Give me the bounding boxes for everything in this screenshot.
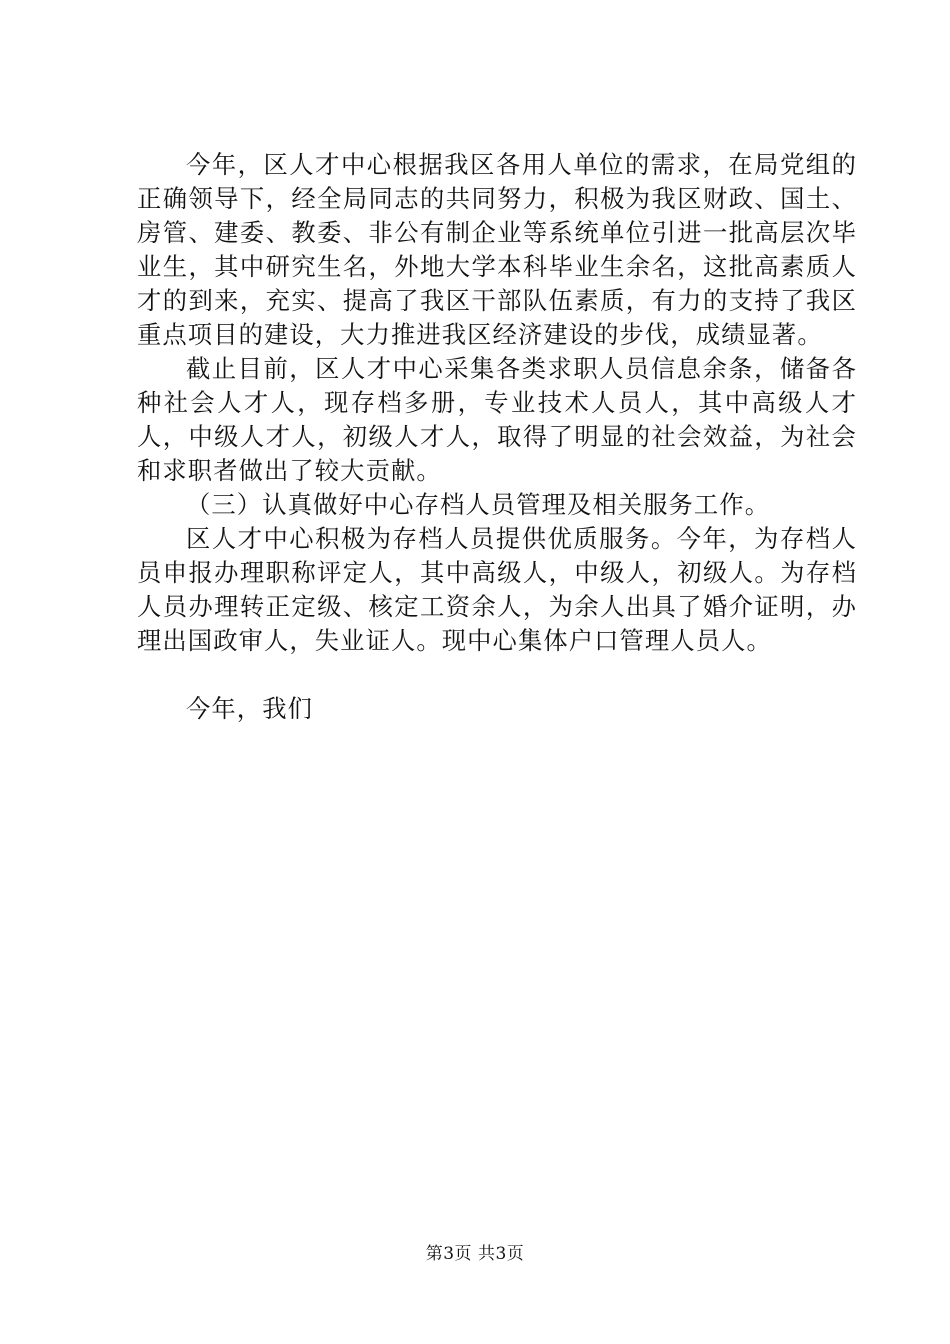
paragraph-truncated: 今年，我们 xyxy=(186,694,313,723)
paragraph-talent-pool: 截止目前，区人才中心采集各类求职人员信息余条，储备各种社会人才人，现存档多册，专业技术人员人，其中高级人才人，中级人才人，初级人才人，取得了明显的社会效益，为社会和求职者做出了较大贡献。 xyxy=(137,354,857,485)
document-body xyxy=(137,148,857,726)
section-heading-archive-service: （三）认真做好中心存档人员管理及相关服务工作。 xyxy=(186,490,771,519)
paragraph-archive-service: 区人才中心积极为存档人员提供优质服务。今年，为存档人员申报办理职称评定人，其中高级人，中级人，初级人。为存档人员办理转正定级、核定工资余人，为余人出具了婚介证明，办理出国政审人，失业证人。现中心集体户口管理人员人。 xyxy=(137,524,857,655)
paragraph-talent-introduction: 今年，区人才中心根据我区各用人单位的需求，在局党组的正确领导下，经全局同志的共同努力，积极为我区财政、国土、房管、建委、教委、非公有制企业等系统单位引进一批高层次毕业生，其中研究生名，外地大学本科毕业生余名，这批高素质人才的到来，充实、提高了我区干部队伍素质，有力的支持了我区重点项目的建设，大力推进我区经济建设的步伐，成绩显著。 xyxy=(137,150,857,349)
page-number-footer: 第3页 共3页 xyxy=(425,1244,525,1264)
